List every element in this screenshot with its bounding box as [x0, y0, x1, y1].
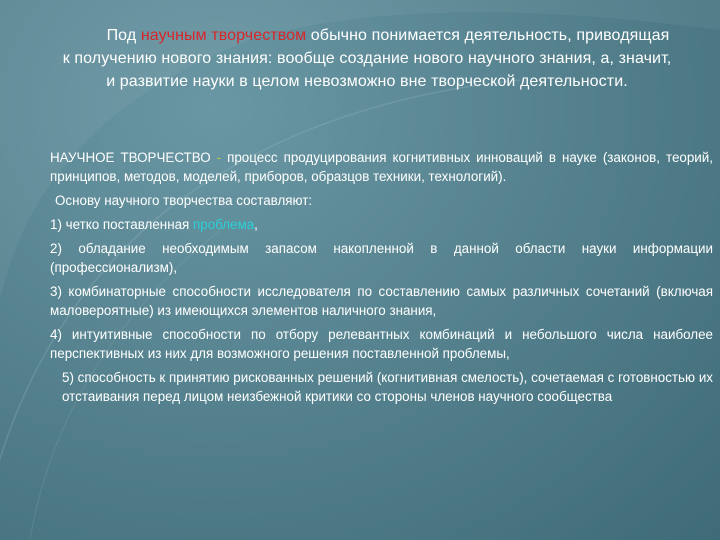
list-item-1-suffix: ,	[254, 217, 258, 232]
intro-paragraph	[62, 24, 672, 93]
problem-link[interactable]: проблема	[193, 217, 255, 232]
intro-highlight: научным творчеством	[140, 27, 307, 44]
intro-prefix: Под	[106, 27, 141, 44]
list-item-1-prefix: 1) четко поставленная	[50, 217, 194, 232]
basis-heading: Основу научного творчества составляют:	[55, 193, 313, 208]
definition-term: НАУЧНОЕ ТВОРЧЕСТВО	[50, 150, 217, 165]
list-item-1	[50, 215, 713, 234]
body-text	[50, 148, 713, 411]
list-item-4: 4) интуитивные способности по отбору релевантных комбинаций и небольшого числа наиболее перспективных из них для возможного решения поставленной проблемы,	[50, 327, 713, 361]
list-item-3: 3) комбинаторные способности исследователя по составлению самых различных сочетаний (включая маловероятные) из имеющихся элементов наличного знания,	[50, 284, 713, 318]
list-item-5: 5) способность к принятию рискованных решений (когнитивная смелость), сочетаемая с готовностью их отстаивания перед лицом неизбежной критики со стороны членов научного сообщества	[62, 370, 713, 404]
definition-paragraph	[50, 148, 713, 186]
intro-text: обычно понимается деятельность, приводящая к получению нового знания: вообще создание нового научного знания, а, значит, и развитие науки в целом невозможно вне творческой деятельности.	[62, 27, 672, 90]
definition-text: процесс продуцирования когнитивных инноваций в науке (законов, теорий, принципов, методов, моделей, приборов, образцов техники, технологий).	[50, 150, 713, 184]
list-item-2: 2) обладание необходимым запасом накопленной в данной области науки информации (профессионализм),	[50, 241, 713, 275]
definition-dash: -	[216, 150, 222, 165]
